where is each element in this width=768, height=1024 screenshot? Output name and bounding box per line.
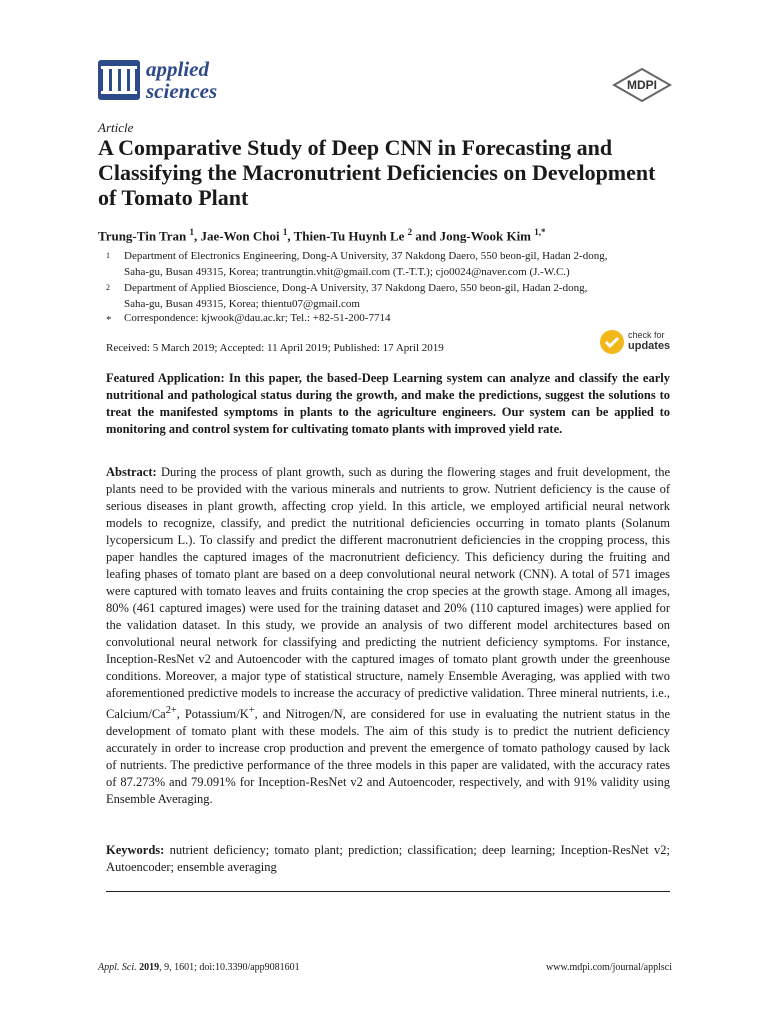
keywords bbox=[106, 842, 670, 876]
footer-year: 2019 bbox=[139, 962, 160, 973]
section-divider bbox=[106, 891, 670, 892]
correspondence-mark: * bbox=[106, 314, 112, 326]
author-affiliation-mark: 1 bbox=[282, 227, 288, 237]
author-affiliation-mark: 2 bbox=[407, 227, 413, 237]
correspondence bbox=[0, 310, 768, 330]
mdpi-logo-icon bbox=[612, 68, 672, 102]
journal-logo bbox=[98, 58, 238, 104]
abstract-label: Abstract: bbox=[106, 465, 157, 479]
article-type: Article bbox=[98, 120, 134, 135]
keywords-text: nutrient deficiency; tomato plant; prediction; classification; deep learning; Inception-ResNet v2; Autoencoder; ensemble averaging bbox=[106, 843, 670, 874]
affiliation-line: Department of Applied Bioscience, Dong-A University, 37 Nakdong Daero, 550 beon-gil, Hadan 2-dong, bbox=[124, 282, 588, 294]
mdpi-logo-text: MDPI bbox=[627, 78, 657, 92]
author-name: Jae-Won Choi bbox=[200, 228, 280, 244]
keywords-label: Keywords: bbox=[106, 843, 165, 857]
paper-title: A Comparative Study of Deep CNN in Forecasting and Classifying the Macronutrient Deficiencies on Development of Tomato Plant bbox=[98, 135, 656, 210]
footer-journal-url[interactable]: www.mdpi.com/journal/applsci bbox=[546, 962, 672, 973]
author-name: Trung-Tin Tran bbox=[98, 228, 187, 244]
journal-name-line2: sciences bbox=[146, 79, 218, 103]
footer-citation-rest: , 9, 1601; doi:10.3390/app9081601 bbox=[159, 962, 300, 973]
check-for-updates-badge[interactable] bbox=[600, 328, 674, 358]
featured-application: Featured Application: In this paper, the based-Deep Learning system can analyze and classify the early nutritional and pathological status during the growth, and make the predictions, suggest the solutions to treat the manifested symptoms in plants to the agriculture engineers. Our system can be applied to monitoring and control system for cultivating tomato plants with improved yield rate. bbox=[106, 371, 670, 436]
abstract-text: , Potassium/K bbox=[176, 707, 249, 722]
publication-dates: Received: 5 March 2019; Accepted: 11 April 2019; Published: 17 April 2019 bbox=[106, 342, 444, 354]
abstract-text: During the process of plant growth, such as during the flowering stages and fruit development, the plants need to be provided with the various minerals and nutrients to grow. Nutrient deficiency is the cause of serious diseases in plant growth, affecting crop yield. In this article, we employed artificial neural network models to recognize, classify, and predict the nutritional deficiencies occurring in tomato plants (Solanum lycopersicum L.). To classify and predict the different macronutrient deficiencies in the cropping process, this paper handles the captured images of the macronutrient deficiency. This deficiency during the fruiting and leafing phases of tomato plant are based on a deep convolutional neural network (CNN). A total of 571 images were captured with tomato leaves and fruits containing the crop species at the growth stage. Among all images, 80% (461 captured images) were used for the training dataset and 20% (110 captured images) were applied for the validation dataset. In this study, we provide an analysis of two different model architectures based on convolutional neural network for classifying and predicting the nutrient deficiency symptoms. For instance, Inception-ResNet v2 and Autoencoder with the captured images of tomato plant growth under the greenhouse conditions. Moreover, a major type of statistical structure, namely Ensemble Averaging, was applied with two aforementioned predictive models to increase the accuracy of predictive validation. Three mineral nutrients, i.e., Calcium/Ca bbox=[106, 465, 670, 722]
author-affiliation-mark: 1 bbox=[189, 227, 195, 237]
check-updates-icon bbox=[600, 330, 624, 354]
abstract bbox=[106, 464, 670, 808]
affiliation-number: 1 bbox=[106, 251, 110, 260]
journal-name-line1: applied bbox=[146, 57, 209, 81]
footer-journal-abbr: Appl. Sci. bbox=[98, 962, 137, 973]
author-affiliation-mark: 1,* bbox=[534, 227, 546, 237]
check-updates-line2: updates bbox=[628, 340, 671, 352]
affiliation-line: Saha-gu, Busan 49315, Korea; thientu07@gmail.com bbox=[124, 298, 360, 310]
abstract-superscript: 2+ bbox=[165, 705, 177, 716]
affiliation-line: Saha-gu, Busan 49315, Korea; trantrungtin.vhit@gmail.com (T.-T.T.); cjo0024@naver.com (J.-W.C.) bbox=[124, 266, 570, 278]
affiliation-number: 2 bbox=[106, 283, 110, 292]
journal-emblem-icon bbox=[98, 60, 140, 100]
abstract-text: , and Nitrogen/N, are considered for use in evaluating the nutrient status in the development of tomato plant with these models. The aim of this study is to predict the nutrient deficiency accurately in order to increase crop production and prevent the emergence of tomato pathology caused by lack of nutrients. The predictive performance of the three models in this paper are validated, with the accuracy rates of 87.273% and 79.091% for Inception-ResNet v2 and Autoencoder, respectively, and with 91% validity using Ensemble Averaging. bbox=[106, 707, 670, 807]
author-name: Jong-Wook Kim bbox=[439, 228, 532, 244]
author-list: Trung-Tin Tran $^1$, Jae-Won Choi $^1$, Thien-Tu Huynh Le $^2$ and Jong-Wook Kim $^{1,*}$ bbox=[98, 227, 546, 244]
check-updates-line1: check for bbox=[628, 330, 665, 340]
abstract-superscript: + bbox=[248, 705, 255, 716]
author-name: Thien-Tu Huynh Le bbox=[293, 228, 405, 244]
footer-citation bbox=[98, 962, 300, 973]
affiliation-line: Department of Electronics Engineering, Dong-A University, 37 Nakdong Daero, 550 beon-gil, Hadan 2-dong, bbox=[124, 250, 608, 262]
correspondence-line: Correspondence: kjwook@dau.ac.kr; Tel.: +82-51-200-7714 bbox=[124, 312, 391, 324]
